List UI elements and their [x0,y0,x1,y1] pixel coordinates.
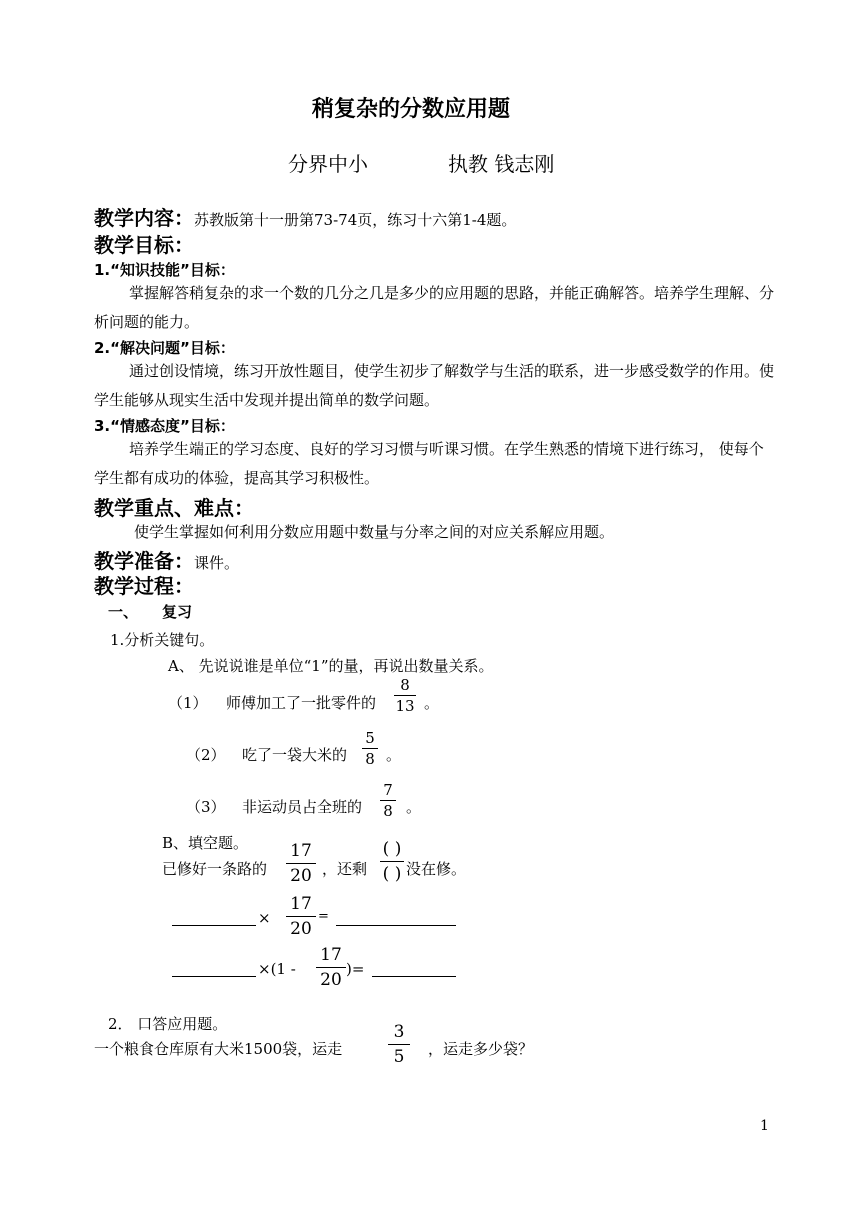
goal-3-text: 培养学生端正的学习态度、良好的学习习惯与听课习惯。在学生熟悉的情境下进行练习， 使每个学生都有成功的体验，提高其学习积极性。 [94,440,764,487]
fraction-bar [380,861,404,862]
denominator: 13 [395,697,415,715]
numerator: 5 [365,729,375,747]
answer-blank[interactable] [336,925,456,926]
numerator: 3 [393,1022,405,1042]
page-number: 1 [760,1118,769,1134]
eq1-equals: = [318,909,329,924]
goal-3-title: 3.“情感态度”目标： [94,417,235,435]
numerator: 7 [383,781,393,799]
denominator: 5 [393,1047,405,1067]
item-1: 1.分析关键句。 [110,631,215,649]
fraction-bar [362,748,378,749]
numerator: 8 [400,676,410,694]
section-1-title: 复习 [162,603,193,621]
process-label: 教学过程： [94,574,194,598]
fraction-17-20 [316,944,346,991]
question-3-number: （3） [186,798,226,816]
fraction-3-5 [388,1021,410,1068]
fraction-17-20 [286,840,316,887]
blank-denominator[interactable]: ( ) [382,864,402,884]
question-1-text: 师傅加工了一批零件的 [226,694,377,712]
fraction-bar [286,863,316,864]
numerator: 17 [290,894,312,914]
oral-question-post: ，运走多少袋？ [428,1040,534,1058]
section-1-number: 一、 [108,603,139,621]
denominator: 20 [290,919,312,939]
part-b: B、填空题。 [162,834,249,852]
eq2-times: ×(1 - [258,960,296,978]
fraction-bar [286,916,316,917]
answer-blank[interactable] [172,976,256,977]
denominator: 8 [365,750,375,768]
numerator: 17 [320,945,342,965]
question-2-number: （2） [186,746,226,764]
question-2-end: 。 [386,746,402,764]
goal-1-title: 1.“知识技能”目标： [94,261,235,279]
focus-label: 教学重点、难点： [94,496,254,520]
content-label: 教学内容： [94,206,194,230]
prep-text: 课件。 [194,554,240,572]
blank-numerator[interactable]: ( ) [382,839,402,859]
fraction-bar [394,695,416,696]
fill-sentence-post: 没在修。 [406,860,467,878]
fraction-7-8 [380,781,396,820]
fraction-bar [380,800,396,801]
eq2-close: )= [346,960,365,978]
fill-sentence-pre: 已修好一条路的 [162,860,268,878]
content-line [94,202,516,231]
answer-blank[interactable] [172,925,256,926]
goal-1-text: 掌握解答稍复杂的求一个数的几分之几是多少的应用题的思路，并能正确解答。培养学生理解、分析问题的能力。 [94,284,775,331]
blank-fraction[interactable] [380,838,404,885]
fraction-bar [316,967,346,968]
item-2: 2． 口答应用题。 [108,1015,228,1033]
question-3-end: 。 [406,798,422,816]
fill-sentence-mid: ，还剩 [322,860,368,878]
part-a: A、 先说说谁是单位“1”的量，再说出数量关系。 [168,657,494,675]
school-name: 分界中小 [288,152,368,176]
teacher-name: 执教 钱志刚 [448,152,555,176]
question-3-text: 非运动员占全班的 [242,798,363,816]
prep-label: 教学准备： [94,549,194,573]
numerator: 17 [290,841,312,861]
question-2-text: 吃了一袋大米的 [242,746,348,764]
denominator: 8 [383,802,393,820]
content-text: 苏教版第十一册第73-74页，练习十六第1-4题。 [194,211,517,229]
fraction-bar [388,1044,410,1045]
focus-text: 使学生掌握如何利用分数应用题中数量与分率之间的对应关系解应用题。 [134,523,615,541]
denominator: 20 [320,970,342,990]
goals-label: 教学目标： [94,233,194,257]
answer-blank[interactable] [372,976,456,977]
denominator: 20 [290,866,312,886]
oral-question-pre: 一个粮食仓库原有大米1500袋，运走 [94,1040,343,1058]
question-1-end: 。 [424,694,440,712]
eq1-times: × [258,909,271,927]
fraction-17-20 [286,893,316,940]
page-title: 稍复杂的分数应用题 [312,97,511,122]
goal-2-title: 2.“解决问题”目标： [94,339,235,357]
question-1-number: （1） [168,694,208,712]
fraction-8-13 [394,676,416,715]
fraction-5-8 [362,729,378,768]
goal-2-text: 通过创设情境，练习开放性题目，使学生初步了解数学与生活的联系，进一步感受数学的作用。使学生能够从现实生活中发现并提出简单的数学问题。 [94,362,775,409]
